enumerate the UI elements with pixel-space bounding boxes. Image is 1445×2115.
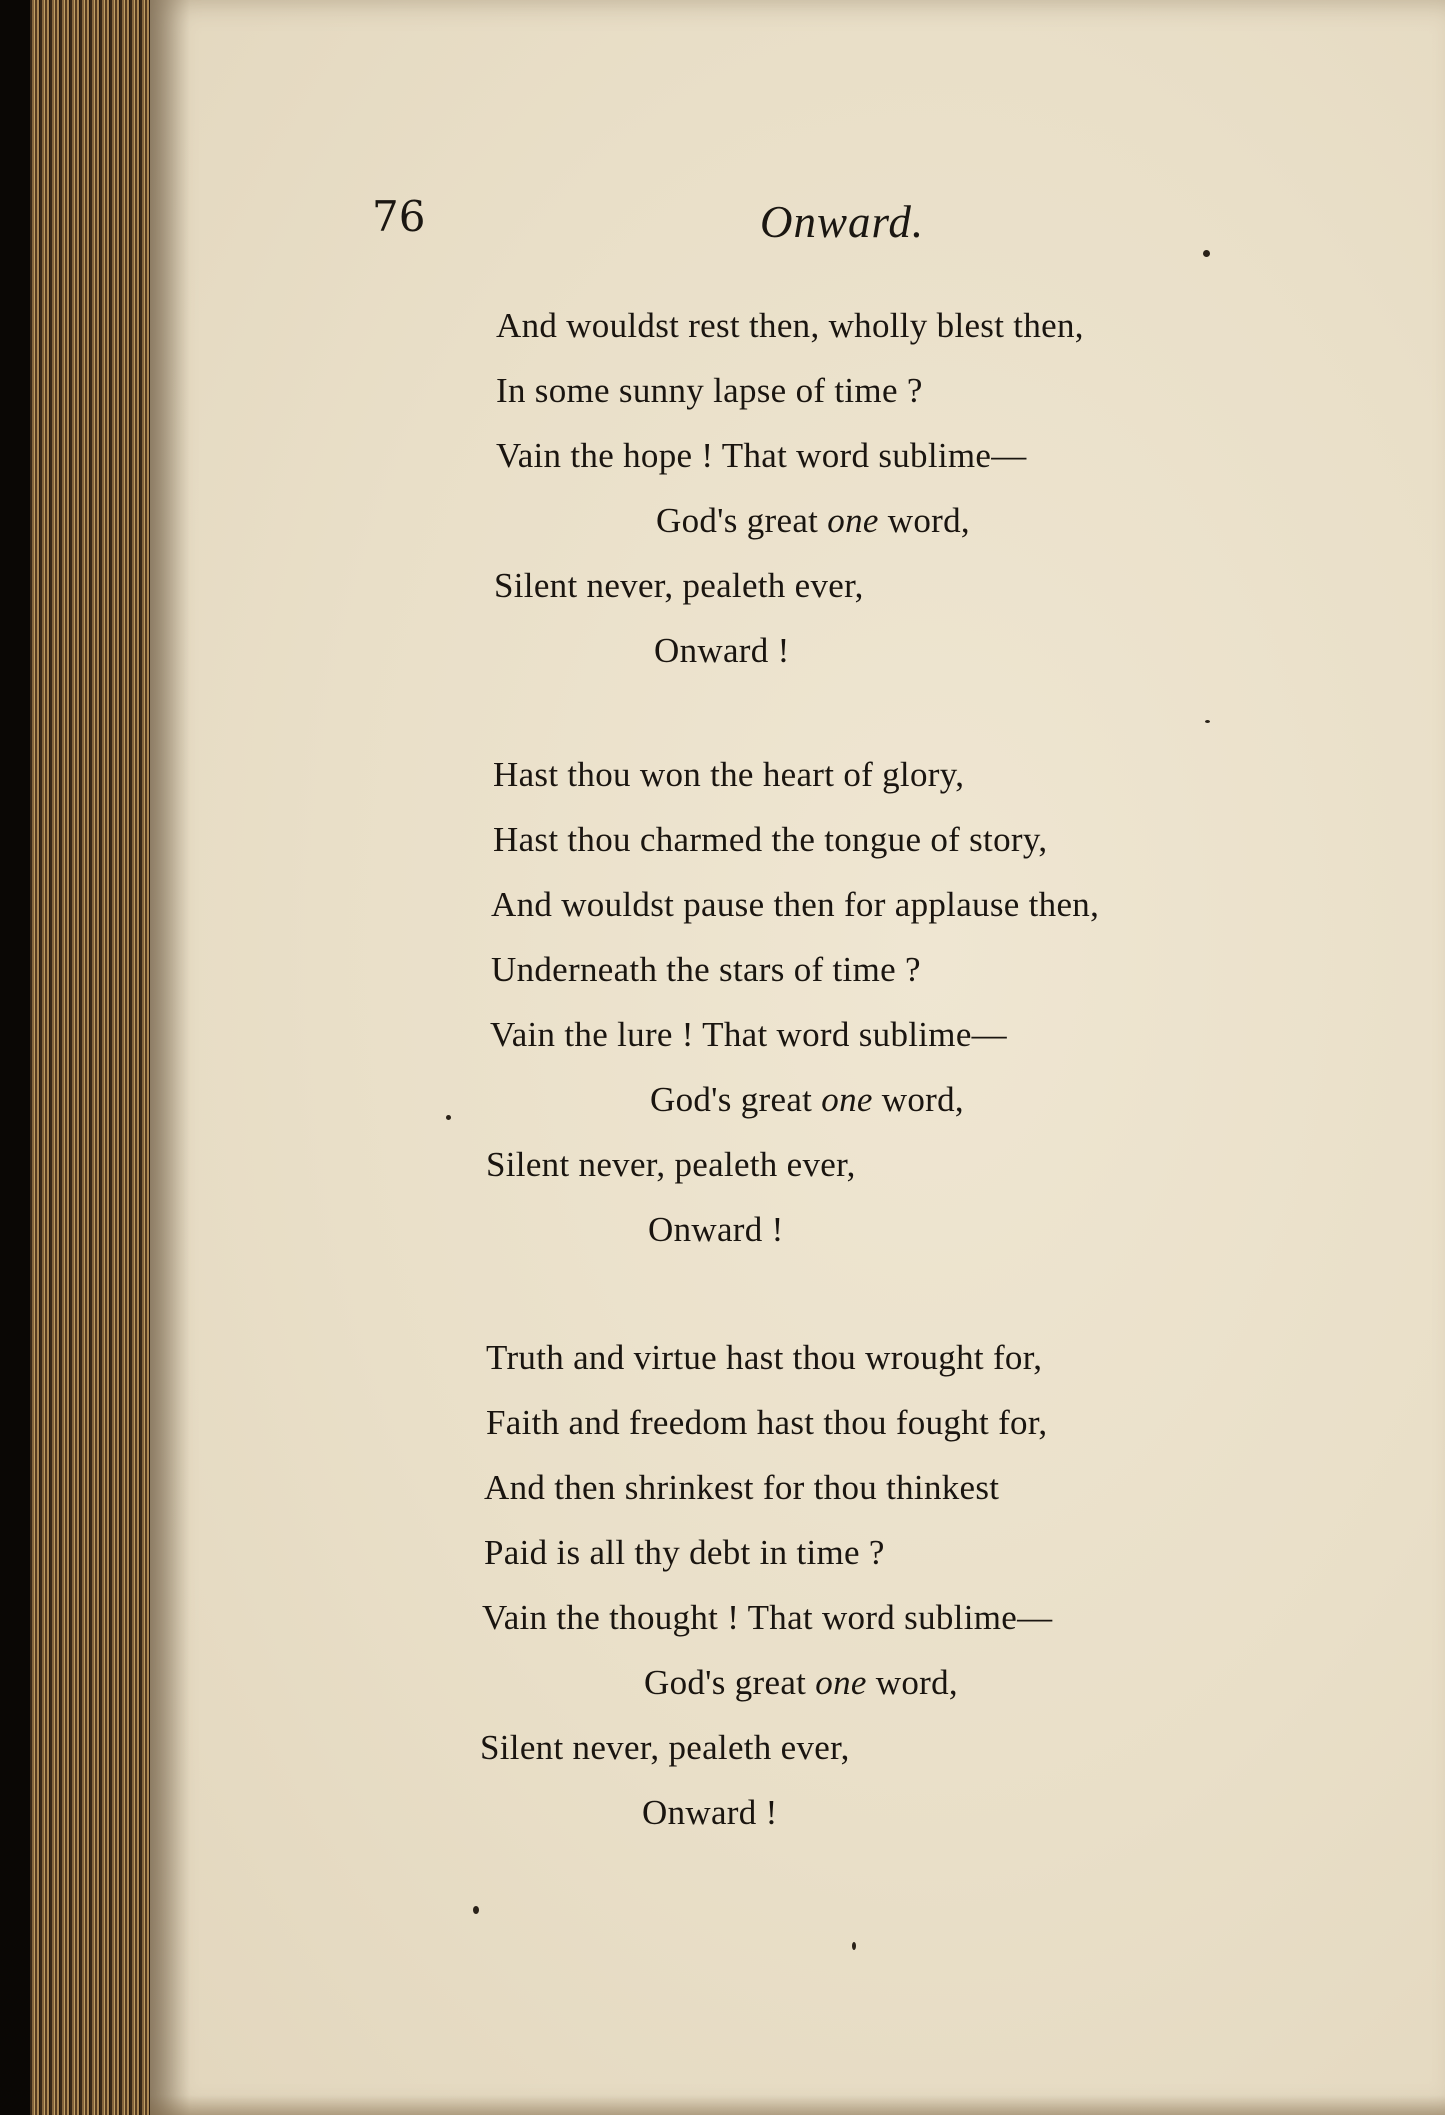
poem-line: Truth and virtue hast thou wrought for, [486,1338,1043,1377]
refrain-suffix: word, [866,1663,958,1702]
poem-line: Vain the thought ! That word sublime— [482,1598,1053,1637]
refrain-emphasis: one [827,501,879,540]
ink-speck [852,1942,856,1950]
gutter-shadow [150,0,190,2115]
poem-line: Silent never, pealeth ever, [494,566,864,605]
poem-line: Faith and freedom hast thou fought for, [486,1403,1048,1442]
poem-line: And wouldst pause then for applause then, [491,885,1100,924]
refrain-suffix: word, [872,1080,964,1119]
poem-line-onward: Onward ! [654,631,790,670]
page-bottom-edge [150,2095,1445,2115]
refrain-emphasis: one [821,1080,873,1119]
poem-line: Vain the lure ! That word sublime— [490,1015,1007,1054]
poem-line: Underneath the stars of time ? [491,950,921,989]
page-number: 76 [372,192,426,241]
refrain-emphasis: one [815,1663,867,1702]
refrain-prefix: God's great [644,1663,816,1702]
poem-line: In some sunny lapse of time ? [496,371,923,410]
poem-line: Silent never, pealeth ever, [486,1145,856,1184]
poem-line: Paid is all thy debt in time ? [484,1533,885,1572]
poem-line-onward: Onward ! [642,1793,778,1832]
running-title: Onward. [760,197,925,247]
poem-line: Hast thou charmed the tongue of story, [493,820,1048,859]
refrain-suffix: word, [878,501,970,540]
refrain-prefix: God's great [650,1080,822,1119]
page-edges [30,0,160,2115]
poem-line: Silent never, pealeth ever, [480,1728,850,1767]
poem-line-onward: Onward ! [648,1210,784,1249]
poem-line: Hast thou won the heart of glory, [493,755,965,794]
ink-speck [1205,720,1210,723]
refrain-prefix: God's great [656,501,828,540]
poem-line-refrain [650,1082,964,1117]
poem-line-refrain [656,503,970,538]
poem-line-refrain [644,1665,958,1700]
ink-speck [1203,250,1210,257]
ink-speck [473,1906,479,1914]
poem-line: Vain the hope ! That word sublime— [496,436,1027,475]
poem-line: And wouldst rest then, wholly blest then, [496,306,1084,345]
ink-speck [446,1115,451,1120]
poem-line: And then shrinkest for thou thinkest [484,1468,1000,1507]
